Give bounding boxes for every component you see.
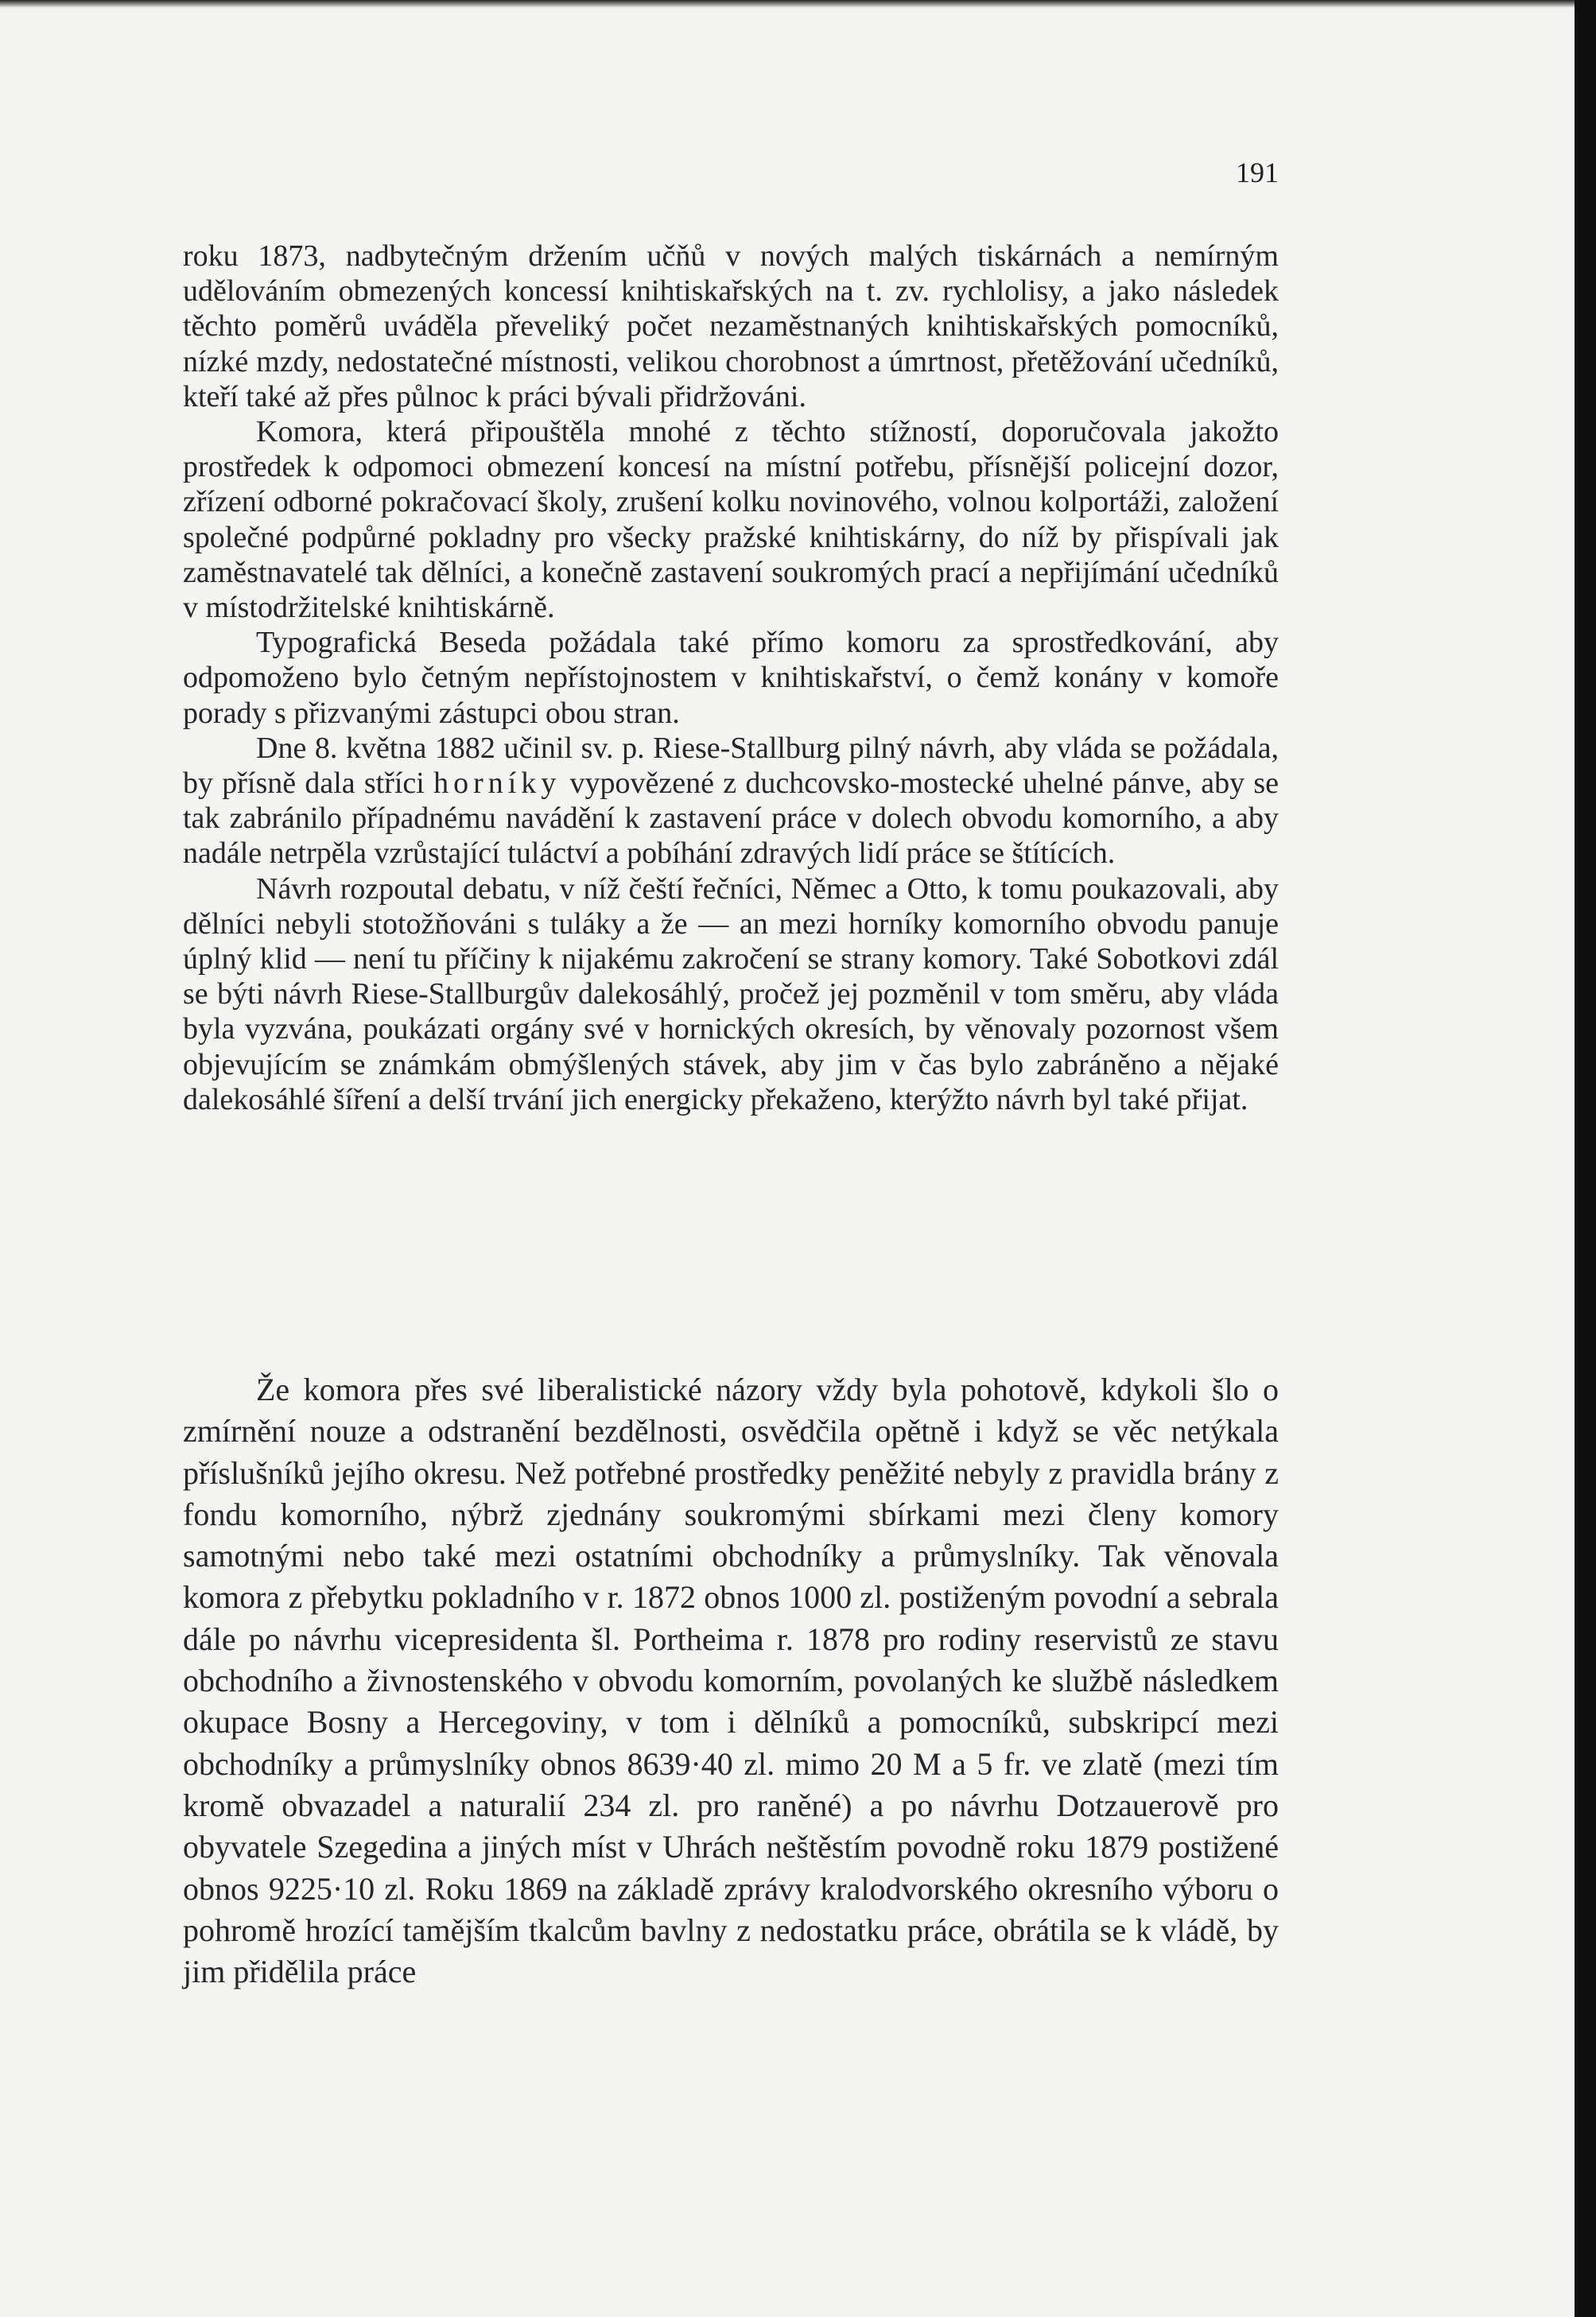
emphasized-word: horníky — [433, 767, 561, 801]
paragraph-text: vypovězené z duchcovsko-mostecké uhelné pánve, aby se tak zabránilo případnému navádění k zastavení práce v dolech obvodu komorního, a aby nadále netrpěla vzrůstající tuláctví a pobíhání zdravých lidí práce se štítících. — [183, 767, 1279, 871]
page-top-edge — [0, 0, 1575, 8]
page-number: 191 — [1236, 157, 1279, 188]
text-block-upper — [183, 239, 1279, 1117]
paragraph: Komora, která připouštěla mnohé z těchto stížností, doporučovala jakožto prostředek k odpomoci obmezení koncesí na místní potřebu, přísnější policejní dozor, zřízení odborné pokračovací školy, zrušení kolku novinového, volnou kolportáži, založení společné podpůrné pokladny pro všecky pražské knihtiskárny, do níž by přispívali jak zaměstnavatelé tak dělníci, a konečně zastavení soukromých prací a nepřijímání učedníků v místodržitelské knihtiskárně. — [183, 415, 1279, 625]
paragraph: roku 1873, nadbytečným držením učňů v nových malých tiskárnách a nemírným udělováním obmezených koncessí knihtiskařských na t. zv. rychlolisy, a jako následek těchto poměrů uváděla převeliký počet nezaměstnaných knihtiskařských pomocníků, nízké mzdy, nedostatečné místnosti, velikou chorobnost a úmrtnost, přetěžování učedníků, kteří také až přes půlnoc k práci bývali přidržováni. — [183, 239, 1279, 413]
paragraph: Že komora přes své liberalistické názory vždy byla pohotově, kdykoli šlo o zmírnění nouze a odstranění bezdělnosti, osvědčila opětně i když se věc netýkala příslušníků jejího okresu. Než potřebné prostředky peněžité nebyly z pravidla brány z fondu komorního, nýbrž zjednány soukromými sbírkami mezi členy komory samotnými nebo také mezi ostatními obchodníky a průmyslníky. Tak věnovala komora z přebytku pokladního v r. 1872 obnos 1000 zl. postiženým povodní a sebrala dále po návrhu vicepresidenta šl. Portheima r. 1878 pro rodiny reservistů ze stavu obchodního a živnostenského v obvodu komorním, povolaných ke službě následkem okupace Bosny a Hercegoviny, v tom i dělníků a pomocníků, subskripcí mezi obchodníky a průmyslníky obnos 8639·40 zl. mimo 20 M a 5 fr. ve zlatě (mezi tím kromě obvazadel a naturalií 234 zl. pro raněné) a po návrhu Dotzauerově pro obyvatele Szegedina a jiných míst v Uhrách neštěstím povodně roku 1879 postižené obnos 9225·10 zl. Roku 1869 na základě zprávy kralodvorského okresního výboru o pohromě hrozící tamějším tkalcům bavlny z nedostatku práce, obrátila se k vládě, by jim přidělila práce — [183, 1372, 1279, 1990]
paragraph: Typografická Beseda požádala také přímo komoru za sprostředkování, aby odpomoženo bylo četným nepřístojnostem v knihtiskařství, o čemž konány v komoře porady s přizvanými zástupci obou stran. — [183, 626, 1279, 730]
text-block-lower — [183, 1369, 1279, 1993]
paragraph: Návrh rozpoutal debatu, v níž čeští řečníci, Němec a Otto, k tomu poukazovali, aby dělníci nebyli stotožňováni s tuláky a že — an mezi horníky komorního obvodu panuje úplný klid — není tu příčiny k nijakému zakročení se strany komory. Také Sobotkovi zdál se býti návrh Riese-Stallburgův dalekosáhlý, pročež jej pozměnil v tom směru, aby vláda byla vyzvána, poukázati orgány své v hornických okresích, by věnovaly pozornost všem objevujícím se známkám obmýšlených stávek, aby jim v čas bylo zabráněno a nějaké dalekosáhlé šíření a delší trvání jich energicky překaženo, kterýžto návrh byl také přijat. — [183, 871, 1279, 1116]
paragraph-text: Dne 8. května 1882 učinil sv. p. Riese-Stallburg pilný návrh, aby vláda se požádala, by přísně dala stříci — [183, 731, 1279, 801]
scan-border — [1575, 0, 1596, 2317]
paragraph — [183, 731, 1279, 871]
